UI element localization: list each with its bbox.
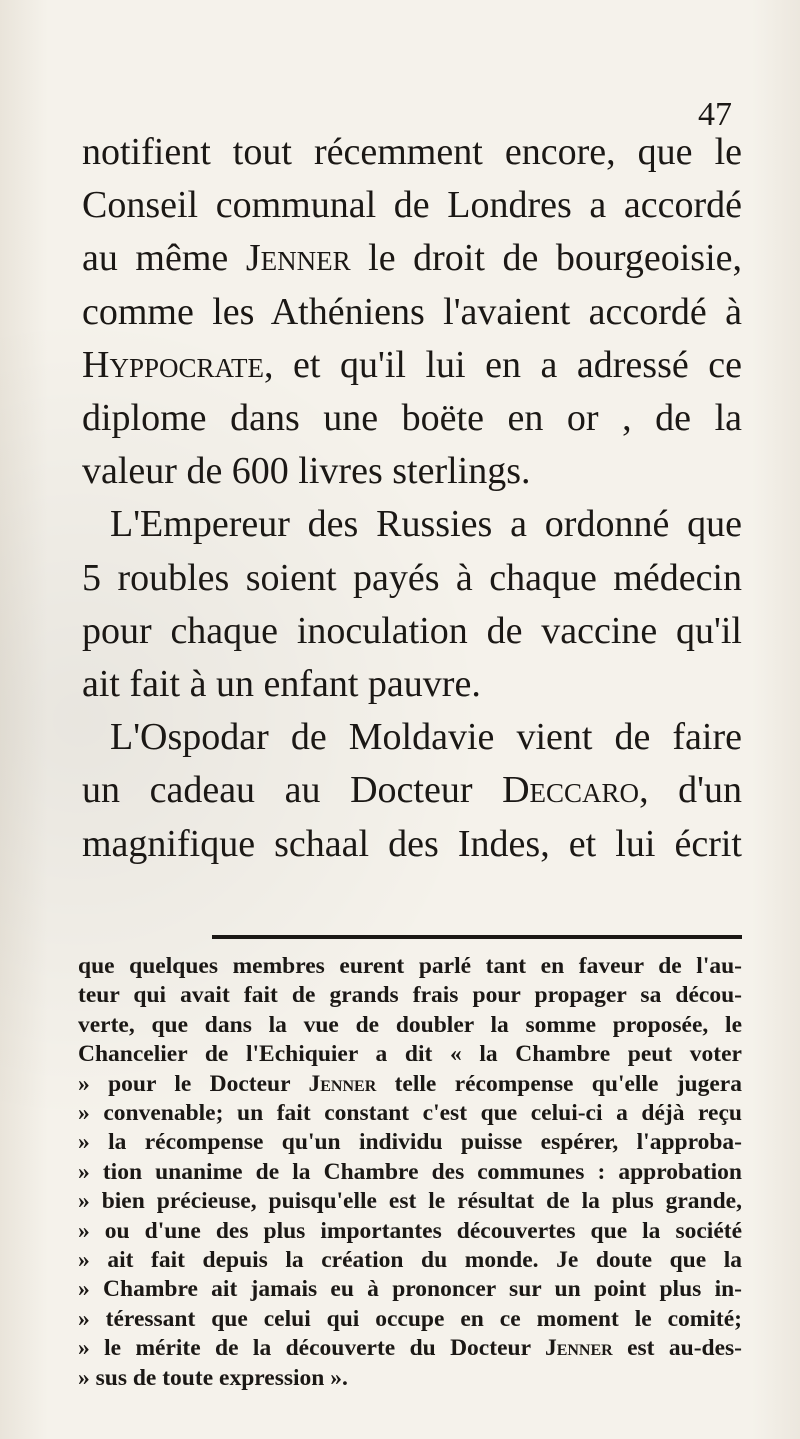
footnote-line: » ait fait depuis la création du monde. Je doute que la <box>78 1247 742 1274</box>
text-line: L'Ospodar de Moldavie vient de faire <box>110 716 742 759</box>
main-text-block <box>82 126 742 871</box>
footnote-line: que quelques membres eurent parlé tant en faveur de l'au- <box>78 953 742 979</box>
footnote-line: » le mérite de la découverte du Docteur Jenner est au-des- <box>78 1335 742 1362</box>
text-line: valeur de 600 livres sterlings. <box>82 450 531 493</box>
footnote-line: » convenable; un fait constant c'est que celui-ci a déjà reçu <box>78 1100 742 1127</box>
footnote-separator-rule <box>212 935 742 939</box>
text-line: comme les Athéniens l'avaient accordé à <box>82 290 742 333</box>
footnote-line: verte, que dans la vue de doubler la somme proposée, le <box>78 1011 742 1038</box>
footnote-line: » tion unanime de la Chambre des communes : approbation <box>78 1158 742 1185</box>
footnote-line: » Chambre ait jamais eu à prononcer sur un point plus in- <box>78 1276 742 1303</box>
text-line: L'Empereur des Russies a ordonné que <box>110 503 742 546</box>
text-line: au même Jenner le droit de bourgeoisie, <box>82 237 742 280</box>
footnote-line: » la récompense qu'un individu puisse espérer, l'approba- <box>78 1129 742 1156</box>
footnote-line: » pour le Docteur Jenner telle récompense qu'elle jugera <box>78 1070 742 1097</box>
footnote-block <box>78 952 742 1393</box>
page-number: 47 <box>698 96 732 133</box>
text-line: diplome dans une boëte en or , de la <box>82 397 742 440</box>
text-line: Conseil communal de Londres a accordé <box>82 184 742 227</box>
footnote-line: teur qui avait fait de grands frais pour propager sa décou- <box>78 982 742 1009</box>
footnote-line: » ou d'une des plus importantes découvertes que la société <box>78 1217 742 1244</box>
text-line: ait fait à un enfant pauvre. <box>82 663 481 706</box>
text-line: Hyppocrate, et qu'il lui en a adressé ce <box>82 343 742 386</box>
footnote-line: Chancelier de l'Echiquier a dit « la Chambre peut voter <box>78 1041 742 1068</box>
text-line: magnifique schaal des Indes, et lui écrit <box>82 822 742 865</box>
footnote-line: » bien précieuse, puisqu'elle est le résultat de la plus grande, <box>78 1188 742 1215</box>
text-line: un cadeau au Docteur Deccaro, d'un <box>82 769 742 812</box>
text-line: notifient tout récemment encore, que le <box>82 131 742 173</box>
footnote-line: » sus de toute expression ». <box>78 1364 348 1391</box>
text-line: 5 roubles soient payés à chaque médecin <box>82 556 742 599</box>
text-line: pour chaque inoculation de vaccine qu'il <box>82 609 742 652</box>
footnote-line: » téressant que celui qui occupe en ce moment le comité; <box>78 1305 742 1332</box>
